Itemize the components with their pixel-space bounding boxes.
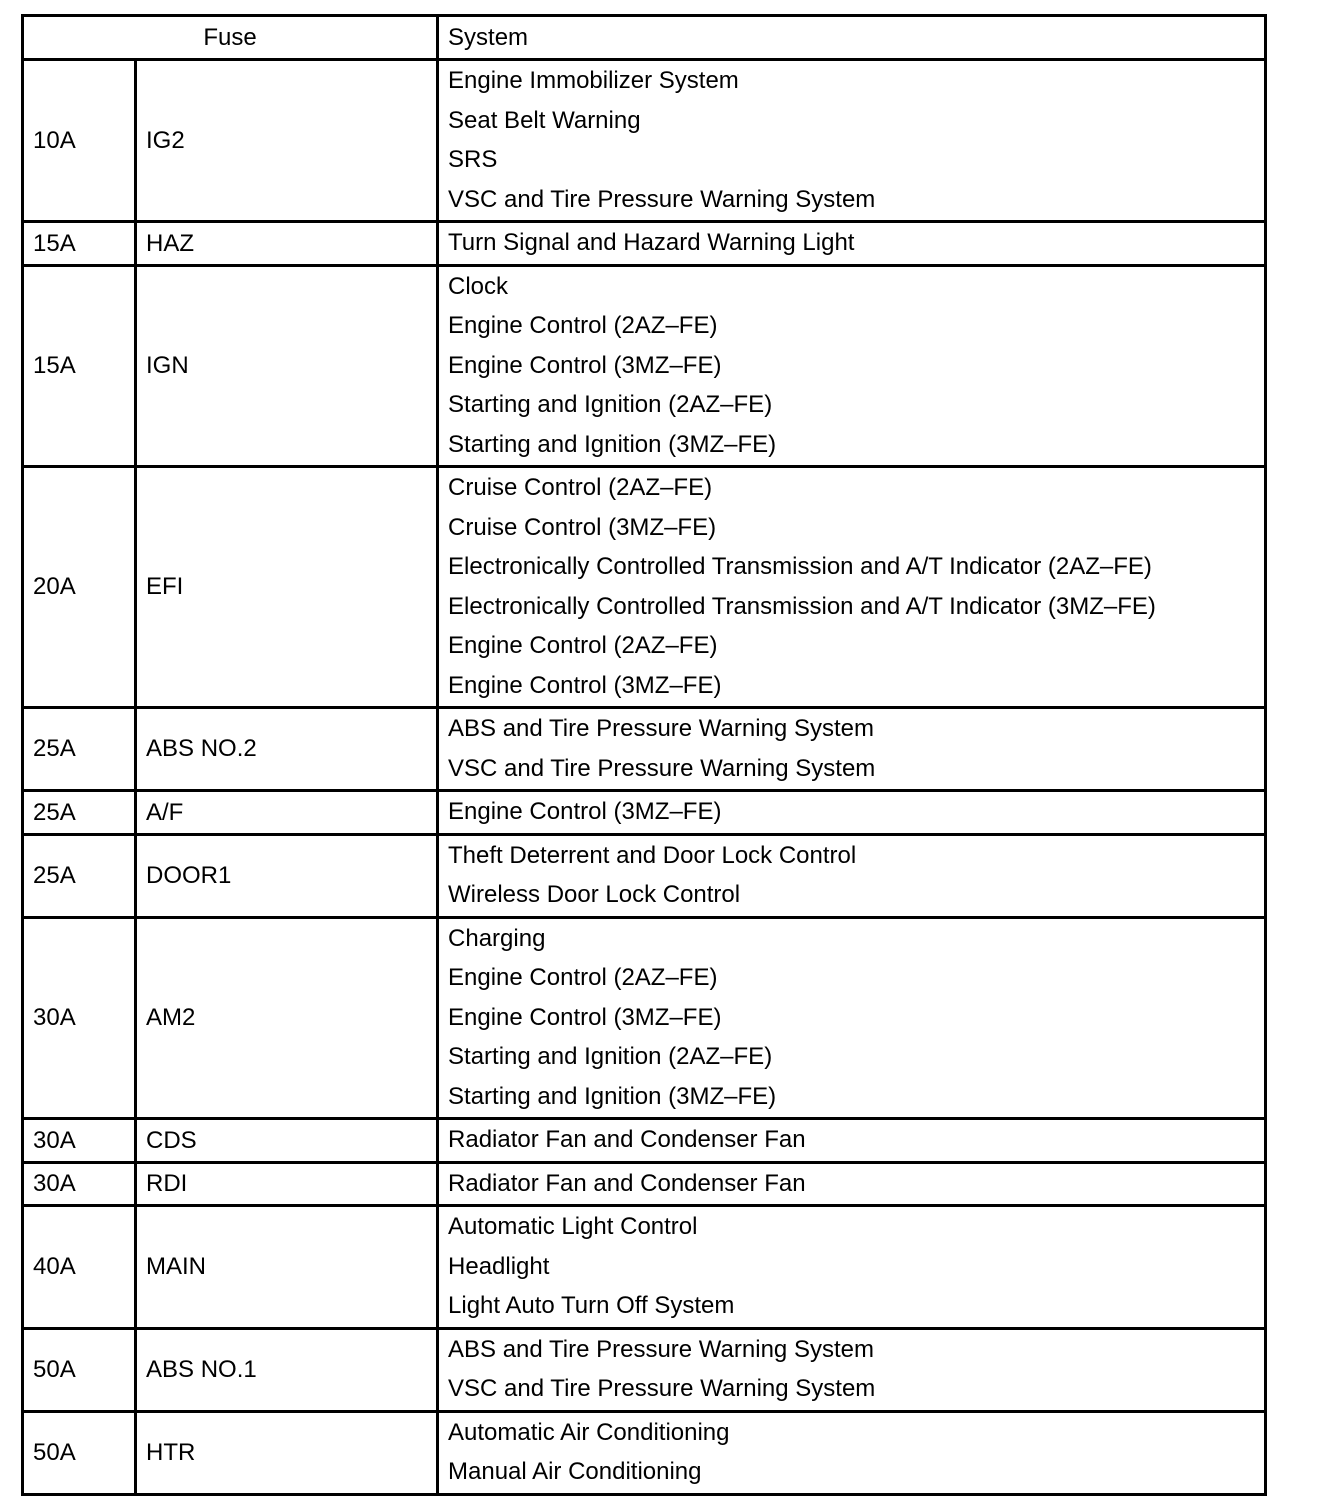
fuse-name: ABS NO.1 (136, 1328, 438, 1411)
system-item: Engine Control (2AZ–FE) (448, 964, 718, 991)
system-item: Engine Immobilizer System (448, 67, 739, 94)
system-item: VSC and Tire Pressure Warning System (448, 185, 876, 213)
system-list (438, 60, 1266, 222)
fuse-amperage: 25A (23, 834, 136, 917)
system-list (438, 1119, 1266, 1163)
fuse-amperage: 30A (23, 1162, 136, 1206)
system-item: Engine Control (3MZ–FE) (448, 798, 722, 825)
system-list (438, 222, 1266, 266)
system-list (438, 1328, 1266, 1411)
fuse-amperage: 50A (23, 1411, 136, 1494)
system-item: Automatic Light Control (448, 1213, 698, 1240)
system-item: Starting and Ignition (2AZ–FE) (448, 1043, 773, 1070)
system-list (438, 834, 1266, 917)
fuse-name: DOOR1 (136, 834, 438, 917)
system-item: Theft Deterrent and Door Lock Control (448, 841, 857, 869)
system-item: Engine Control (3MZ–FE) (448, 1003, 722, 1031)
table-row (23, 222, 1266, 266)
fuse-amperage: 15A (23, 222, 136, 266)
system-item: Automatic Air Conditioning (448, 1418, 730, 1446)
header-fuse: Fuse (23, 16, 438, 60)
system-list (438, 265, 1266, 467)
header-row (23, 16, 1266, 60)
system-item: Engine Control (3MZ–FE) (448, 351, 722, 379)
fuse-name: HAZ (136, 222, 438, 266)
fuse-name: IG2 (136, 60, 438, 222)
fuse-name: ABS NO.2 (136, 708, 438, 791)
fuse-name: IGN (136, 265, 438, 467)
fuse-amperage: 30A (23, 1119, 136, 1163)
system-item: Cruise Control (3MZ–FE) (448, 513, 717, 541)
fuse-name: A/F (136, 791, 438, 835)
fuse-name: HTR (136, 1411, 438, 1494)
system-item: Engine Control (2AZ–FE) (448, 312, 718, 339)
table-row (23, 834, 1266, 917)
system-item: Turn Signal and Hazard Warning Light (448, 229, 855, 256)
system-list (438, 791, 1266, 835)
table-row (23, 1119, 1266, 1163)
fuse-table-body (23, 60, 1266, 1495)
system-item: Starting and Ignition (3MZ–FE) (448, 430, 777, 458)
system-item: Charging (448, 924, 546, 952)
system-item: VSC and Tire Pressure Warning System (448, 1375, 876, 1402)
system-list (438, 917, 1266, 1119)
system-item: Light Auto Turn Off System (448, 1292, 735, 1319)
fuse-amperage: 25A (23, 791, 136, 835)
system-list (438, 1162, 1266, 1206)
table-row (23, 1206, 1266, 1329)
system-list (438, 708, 1266, 791)
fuse-amperage: 30A (23, 917, 136, 1119)
fuse-amperage: 25A (23, 708, 136, 791)
system-list (438, 467, 1266, 708)
system-item: Seat Belt Warning (448, 106, 641, 134)
table-row (23, 1411, 1266, 1494)
system-item: ABS and Tire Pressure Warning System (448, 1335, 874, 1363)
system-item: Electronically Controlled Transmission and A/T Indicator (3MZ–FE) (448, 592, 1156, 620)
table-row (23, 1328, 1266, 1411)
fuse-amperage: 10A (23, 60, 136, 222)
system-list (438, 1206, 1266, 1329)
table-row (23, 791, 1266, 835)
system-item: Headlight (448, 1252, 550, 1280)
fuse-name: CDS (136, 1119, 438, 1163)
header-system: System (438, 16, 1266, 60)
system-item: Starting and Ignition (2AZ–FE) (448, 391, 773, 418)
fuse-amperage: 15A (23, 265, 136, 467)
system-item: Manual Air Conditioning (448, 1458, 702, 1485)
table-row (23, 917, 1266, 1119)
fuse-amperage: 40A (23, 1206, 136, 1329)
system-item: VSC and Tire Pressure Warning System (448, 754, 876, 782)
fuse-table (21, 14, 1267, 1496)
fuse-name: EFI (136, 467, 438, 708)
table-row (23, 467, 1266, 708)
table-row (23, 265, 1266, 467)
system-item: Clock (448, 272, 509, 300)
system-item: Starting and Ignition (3MZ–FE) (448, 1082, 777, 1110)
fuse-amperage: 20A (23, 467, 136, 708)
system-item: Radiator Fan and Condenser Fan (448, 1126, 806, 1153)
system-item: Cruise Control (2AZ–FE) (448, 474, 713, 501)
table-row (23, 708, 1266, 791)
fuse-name: RDI (136, 1162, 438, 1206)
fuse-amperage: 50A (23, 1328, 136, 1411)
system-list (438, 1411, 1266, 1494)
table-row (23, 60, 1266, 222)
system-item: ABS and Tire Pressure Warning System (448, 715, 874, 742)
fuse-name: MAIN (136, 1206, 438, 1329)
system-item: Electronically Controlled Transmission and A/T Indicator (2AZ–FE) (448, 553, 1152, 580)
system-item: Engine Control (2AZ–FE) (448, 632, 718, 659)
system-item: Engine Control (3MZ–FE) (448, 671, 722, 699)
table-row (23, 1162, 1266, 1206)
fuse-name: AM2 (136, 917, 438, 1119)
system-item: Wireless Door Lock Control (448, 881, 741, 908)
system-item: Radiator Fan and Condenser Fan (448, 1169, 806, 1197)
system-item: SRS (448, 146, 498, 173)
